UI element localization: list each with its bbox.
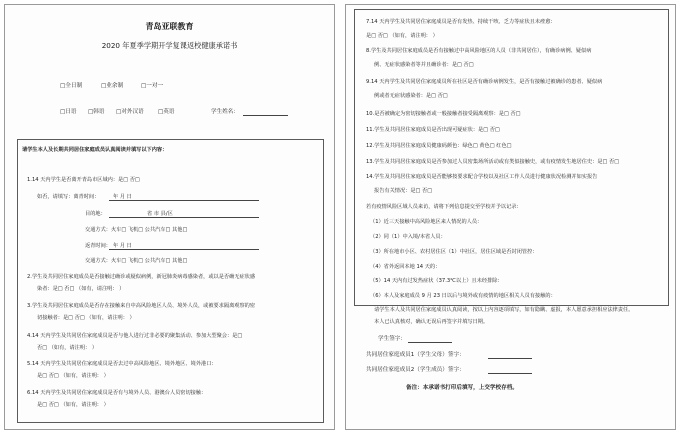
note-item-5: （5）14 天内有过发热症状（37.3℃以上）且未经排除： xyxy=(370,278,503,284)
student-signature-line xyxy=(408,342,452,343)
question-4: 4.14 天内学生及共同居住家庭成员是否与他人进行过非必要的聚集活动、参加大型聚会：是□ xyxy=(27,333,243,339)
question-14-cont: 报告有关情况：是□ 否□ xyxy=(374,188,433,194)
q1-depart-date: 年 月 日 xyxy=(113,194,132,200)
q1-return-date: 年 月 日 xyxy=(113,243,132,249)
remark-text: 备注：本承诺书打印后填写，上交学校存档。 xyxy=(406,385,518,391)
note-item-3: （3）所在地市小区、农村居住区（1）中社区，居住区域是否封闭管控： xyxy=(370,249,538,255)
q1-return-line xyxy=(109,249,259,250)
option-parttime: □业余制 xyxy=(101,83,124,89)
question-2-cont: 染者：是□ 否□ （如有，请注明： ） xyxy=(37,286,125,292)
question-1: 1.14 天内学生是否离开青岛市区域内：是□ 否□ xyxy=(27,177,140,183)
q1-destination-label: 目的地： xyxy=(85,211,106,217)
intro-text: 请学生本人及长期共同居住家庭成员认真阅读并填写以下内容： xyxy=(22,147,168,153)
question-6: 6.14 天内学生及共同居住家庭成员是否有与境外人员、港澳台人员密切接触： xyxy=(27,390,207,396)
document-page-right xyxy=(345,4,676,430)
document-subtitle: 2020 年夏季学期开学复课返校健康承诺书 xyxy=(101,41,238,50)
question-5: 5.14 天内学生及共同居住家庭成员是否去过中高风险地区、境外地区、境外港口： xyxy=(27,361,217,367)
question-8: 8.学生及共同居住家庭成员是否有接触过中高风险地区的人员（非共同居住），有确诊病例、疑似病 xyxy=(366,48,592,54)
option-chinese-foreign: □对外汉语 xyxy=(116,109,144,115)
question-7-cont: 是□ 否□ （如有，请注明： ） xyxy=(366,33,438,39)
option-korean: □韩语 xyxy=(88,109,105,115)
question-7: 7.14 天内学生及共同居住家庭成员是否有发热、持续干咳、乏力等症状且未痊愈： xyxy=(366,19,556,25)
q1-destination-units: 省 市 县/区 xyxy=(147,211,173,217)
question-9-cont: 例或者无症状感染者：是□ 否□ xyxy=(374,93,448,99)
question-4-cont: 否□ （如有，请注明： ） xyxy=(37,345,98,351)
question-6-cont: 是□ 否□ （如有，请注明： ） xyxy=(37,402,109,408)
note-item-1: （1）近三天接触中高风险地区来人情况的人员： xyxy=(370,219,483,225)
question-13: 13.学生及共同居住家庭成员是否参加过人员密集场所活动或有类似接触史，或有疫情发生地居住史：是□ 否□ xyxy=(366,159,620,165)
pledge-text: 请学生本人及共同居住家庭成员认真阅读，按以上内容逐项填写，如有隐瞒、虚报，本人愿意承担相应法律责任。 xyxy=(374,307,634,313)
question-10: 10.是否被确定为密切接触者或一般接触者接受隔离观察：是□ 否□ xyxy=(366,111,521,117)
family-1-signature-line xyxy=(488,358,532,359)
note-intro: 若有疫情风险区域人员来访，请将下列信息提交至学校并予以记录： xyxy=(366,204,522,210)
q1-destination-line xyxy=(109,217,259,218)
q1-transport-out: 交通方式：火车□ 飞机□ 公共汽车□ 其他□ xyxy=(85,227,188,233)
pledge-text-2: 本人已认真核对，确认无误后再签字并填写日期。 xyxy=(374,319,489,325)
document-title: 青岛亚联教育 xyxy=(145,22,194,31)
question-3-cont: 切接触者：是□ 否□ （如有，请注明： ） xyxy=(37,315,135,321)
option-fulltime: □全日制 xyxy=(60,83,83,89)
family-2-signature-label: 共同居住家庭成员2（学生成员）签字： xyxy=(366,367,465,373)
student-name-label: 学生姓名： xyxy=(211,109,239,115)
question-2: 2.学生及共同居住家庭成员是否接触过确诊或疑似病例，新冠肺炎病毒感染者，或以是否确无症状感 xyxy=(27,274,256,280)
question-12: 12.学生及共同居住家庭成员健康码颜色：绿色□ 黄色□ 红色□ xyxy=(366,143,512,149)
option-english: □英语 xyxy=(158,109,175,115)
document-page-left xyxy=(4,4,335,430)
question-5-cont: 是□ 否□ （如有，请注明： ） xyxy=(37,373,109,379)
question-9: 9.14 天内学生及共同居住家庭成员所在社区是否有确诊病例发生，是否有接触过被确诊的患者、疑似病 xyxy=(366,79,603,85)
student-signature-label: 学生签字： xyxy=(378,336,406,342)
note-item-4: （4）省外返回本地 14 天的： xyxy=(370,264,441,270)
question-14: 14.学生及共同居住家庭成员是否能够按要求配合学校以及社区工作人员进行健康状况检测并如实报告 xyxy=(366,174,598,180)
option-one-on-one: □一对一 xyxy=(141,83,164,89)
family-2-signature-line xyxy=(488,373,532,374)
note-item-2: （2）同（1）中入境/本省人员： xyxy=(370,234,446,240)
q1-depart-label: 如否，请填写：离青时间： xyxy=(37,194,100,200)
family-1-signature-label: 共同居住家庭成员1（学生父母）签字： xyxy=(366,352,465,358)
q1-depart-line xyxy=(109,200,259,201)
question-8-cont: 例、无症状感染者等并且确诊者：是□ 否□ xyxy=(374,62,474,68)
student-name-line xyxy=(243,115,288,116)
question-3: 3.学生及共同居住家庭成员是否存在接触来自中高风险地区人员、境外人员，或被要求隔离观察的密 xyxy=(27,303,256,309)
q1-return-label: 返青时间： xyxy=(85,243,111,249)
q1-transport-back: 交通方式：火车□ 飞机□ 公共汽车□ 其他□ xyxy=(85,258,188,264)
option-japanese: □日语 xyxy=(60,109,77,115)
question-11: 11.学生及共同居住家庭成员是否出现可疑症状：是□ 否□ xyxy=(366,127,500,133)
note-item-6: （6）本人及家庭成员 9 月 23 日以后与境外或有疫情的地区相关人员有接触的： xyxy=(370,293,556,299)
